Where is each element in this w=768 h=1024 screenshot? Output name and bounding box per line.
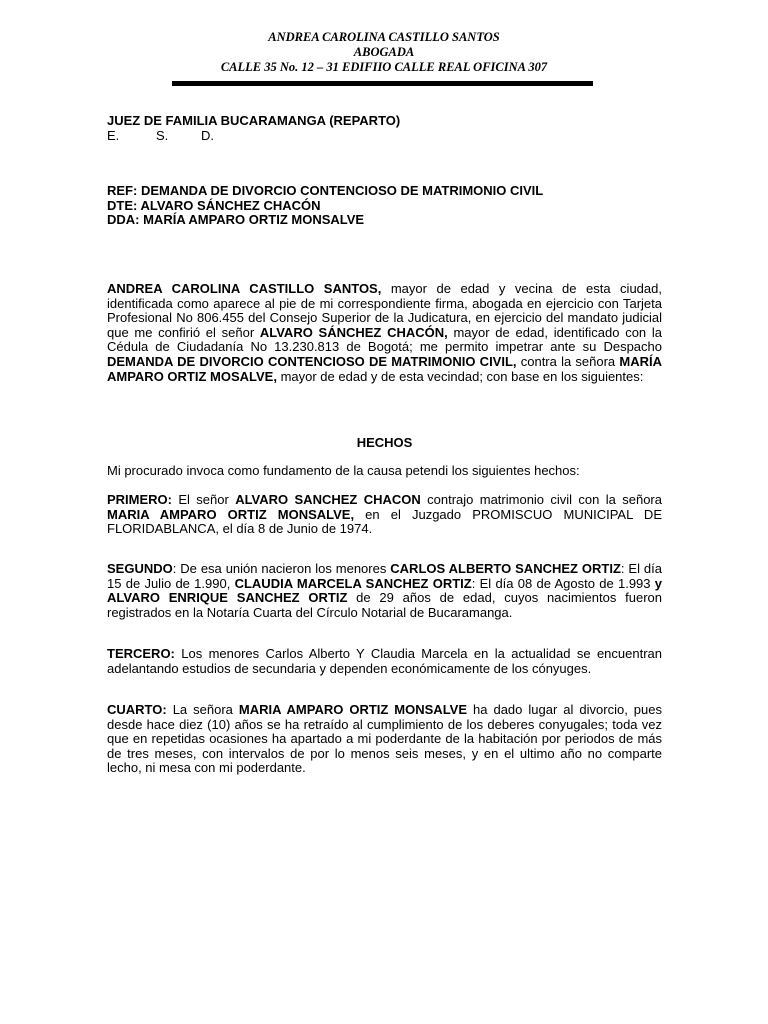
- cuarto-text-2: ha dado lugar al divorcio, pues desde hace diez (10) años se ha retraído al cumplimiento de los deberes conyugales; toda vez que en repetidas ocasiones ha apartado a mi poderdante de la habitación por periodos de más de tres meses, con intervalos de por lo menos seis meses, y en el ultimo año no comparte lecho, ni mesa con mi poderdante.: [107, 702, 662, 776]
- segundo-text-3: : El día 08 de Agosto de 1.993: [471, 575, 655, 591]
- primero-bold-2: MARIA AMPARO ORTIZ MONSALVE,: [107, 506, 355, 522]
- tercero-text-1: Los menores Carlos Alberto Y Claudia Marcela en la actualidad se encuentran adelantando estudios de secundaria y dependen económicamente de los cónyuges.: [107, 646, 662, 676]
- hecho-segundo: [107, 562, 662, 620]
- primero-text-2: contrajo matrimonio civil con la señora: [420, 492, 662, 507]
- office-address: CALLE 35 No. 12 – 31 EDIFIIO CALLE REAL OFICINA 307: [220, 60, 548, 74]
- intro-text-1: mayor de edad y vecina de esta ciudad, identificada como aparece al pie de mi correspondiente firma, abogada en ejercicio con Tarjeta Profesional No 806.455 del Consejo Superior de la Judicatura, en ejercicio del mandato judicial que me confirió el señor: [107, 281, 662, 340]
- esd-e: E.: [107, 128, 120, 143]
- primero-label: PRIMERO:: [107, 492, 172, 507]
- intro-text-2: mayor de edad, identificado con la Cédula de Ciudadanía No 13.230.813 de Bogotá; me permito impetrar ante su Despacho: [107, 324, 662, 355]
- letterhead-rule: [172, 81, 593, 86]
- esd-line: [107, 129, 662, 144]
- reference-block: [107, 184, 662, 228]
- hecho-cuarto: [107, 703, 662, 776]
- primero-text-3: en el Juzgado PROMISCUO MUNICIPAL DE FLORIDABLANCA, el día 8 de Junio de 1974.: [107, 506, 662, 537]
- cuarto-bold-1: MARIA AMPARO ORTIZ MONSALVE: [238, 702, 468, 717]
- segundo-text-2: : El día 15 de Julio de 1.990,: [107, 561, 662, 591]
- letterhead: [0, 30, 768, 75]
- segundo-text-4: de 29 años de edad, cuyos nacimientos fueron registrados en la Notaría Cuarta del Círculo Notarial de Bucaramanga.: [107, 590, 662, 620]
- lawyer-name: ANDREA CAROLINA CASTILLO SANTOS: [268, 30, 500, 44]
- dda-line: DDA: MARÍA AMPARO ORTIZ MONSALVE: [107, 212, 365, 228]
- segundo-text-1: : De esa unión nacieron los menores: [172, 561, 391, 576]
- intro-bold-3: DEMANDA DE DIVORCIO CONTENCIOSO DE MATRIMONIO CIVIL,: [107, 353, 517, 369]
- cuarto-text-1: La señora: [166, 702, 239, 717]
- intro-paragraph: [107, 282, 662, 384]
- court-addressee: JUEZ DE FAMILIA BUCARAMANGA (REPARTO): [107, 113, 401, 128]
- segundo-bold-1: CARLOS ALBERTO SANCHEZ ORTIZ: [390, 561, 621, 576]
- lawyer-profession: ABOGADA: [353, 45, 415, 59]
- segundo-bold-3: y ALVARO ENRIQUE SANCHEZ ORTIZ: [107, 575, 663, 606]
- dte-line: DTE: ALVARO SÁNCHEZ CHACÓN: [107, 197, 321, 213]
- hecho-tercero: [107, 647, 662, 676]
- segundo-bold-2: CLAUDIA MARCELA SANCHEZ ORTIZ: [234, 575, 472, 591]
- primero-bold-1: ALVARO SANCHEZ CHACON: [235, 492, 421, 507]
- intro-bold-2: ALVARO SÁNCHEZ CHACÓN,: [259, 324, 448, 340]
- intro-bold-4: MARÍA AMPARO ORTIZ MOSALVE,: [107, 353, 662, 384]
- intro-text-3: contra la señora: [516, 353, 620, 369]
- segundo-label: SEGUNDO: [107, 561, 173, 576]
- tercero-label: TERCERO:: [107, 646, 175, 661]
- hechos-title: HECHOS: [356, 435, 413, 450]
- hecho-primero: [107, 493, 662, 537]
- intro-bold-1: ANDREA CAROLINA CASTILLO SANTOS,: [107, 281, 382, 296]
- intro-text-4: mayor de edad y de esta vecindad; con base en los siguientes:: [276, 368, 644, 384]
- esd-d: D.: [201, 128, 214, 143]
- cuarto-label: CUARTO:: [107, 702, 167, 717]
- hechos-lead: Mi procurado invoca como fundamento de la causa petendi los siguientes hechos:: [107, 463, 580, 478]
- ref-line: REF: DEMANDA DE DIVORCIO CONTENCIOSO DE MATRIMONIO CIVIL: [107, 183, 544, 198]
- esd-s: S.: [156, 128, 169, 143]
- primero-text-1: El señor: [172, 492, 236, 507]
